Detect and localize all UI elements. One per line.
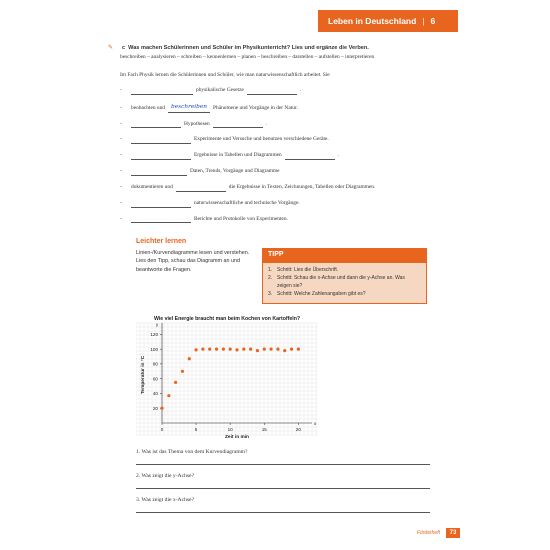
- question-list: [136, 449, 430, 519]
- y-tick-label: 120: [150, 331, 158, 337]
- data-point: [194, 348, 197, 351]
- gap-item: [120, 121, 440, 129]
- question-3: [136, 497, 430, 513]
- gap-text-after: Experimente und Versuche und benutzen verschiedene Geräte.: [194, 136, 329, 143]
- gap-text-before: dokumentieren und: [131, 183, 173, 190]
- blank-field[interactable]: [131, 89, 193, 95]
- y-tick-label: 40: [152, 391, 158, 397]
- gap-item: [120, 216, 440, 224]
- x-tick-label: 20: [295, 427, 301, 432]
- gap-tail: .: [299, 87, 302, 94]
- blank-field[interactable]: [247, 89, 297, 95]
- gap-text-before: beobachten und: [131, 104, 165, 111]
- question-text: 1. Was ist das Thema von dem Kurvendiagramm?: [136, 449, 248, 455]
- question-text: 3. Was zeigt die x-Achse?: [136, 497, 195, 503]
- gap-item: [120, 103, 440, 112]
- gap-text-after: Phänomene und Vorgänge in der Natur.: [213, 104, 298, 111]
- x-tick-label: 0: [160, 427, 164, 432]
- y-axis-label: Temperatur in °C: [141, 355, 146, 395]
- gap-text-after: Hypothesen: [184, 120, 210, 127]
- data-point: [181, 370, 184, 373]
- list-dash: -: [120, 168, 122, 175]
- data-point: [249, 348, 252, 351]
- data-point: [188, 357, 191, 360]
- list-dash: -: [120, 199, 122, 206]
- chapter-title: Leben in Deutschland: [328, 16, 417, 26]
- answer-line[interactable]: [136, 455, 430, 465]
- list-dash: -: [120, 120, 122, 127]
- question-text: 2. Was zeigt die y-Achse?: [136, 473, 195, 479]
- list-dash: -: [120, 104, 122, 111]
- data-point: [235, 348, 238, 351]
- tipp-steps: [263, 263, 426, 301]
- gap-tail: .: [337, 152, 340, 159]
- y-tick-label: 100: [150, 346, 158, 352]
- section-title: Leichter lernen: [136, 238, 187, 245]
- exercise-c: [108, 44, 440, 223]
- data-point: [174, 381, 177, 384]
- blank-field[interactable]: [285, 154, 335, 160]
- question-1: [136, 449, 430, 465]
- data-point: [208, 348, 211, 351]
- blank-field[interactable]: [213, 122, 263, 128]
- chart-svg: [136, 311, 318, 443]
- chart-title: Wie viel Energie braucht man beim Kochen von Kartoffeln?: [153, 316, 301, 322]
- section-text: Linien-/Kurvendiagramme lesen und verstehen. Lies den Tipp, schau das Diagramm an und beantworte die Fragen.: [136, 250, 250, 273]
- blank-field[interactable]: [131, 202, 191, 208]
- temperature-chart: [136, 311, 318, 443]
- gap-text-after: Berichte und Protokolle von Experimenten.: [194, 215, 288, 222]
- question-2: [136, 473, 430, 489]
- gap-item: [120, 136, 440, 144]
- answer-line[interactable]: [136, 503, 430, 513]
- list-dash: -: [120, 136, 122, 143]
- y-tick-label: 80: [152, 361, 158, 367]
- blank-field[interactable]: [131, 154, 191, 160]
- data-point: [215, 348, 218, 351]
- gap-item: [120, 200, 440, 208]
- tipp-box: [262, 248, 427, 304]
- data-point: [256, 349, 259, 352]
- data-point: [222, 348, 225, 351]
- verb-list: beschreiben – analysieren – schreiben – kennenlernen – planen – beschreiben – darstellen – aufstellen – interpretieren: [120, 53, 375, 60]
- gap-text-after: die Ergebnisse in Texten, Zeichnungen, Tabellen oder Diagrammen.: [228, 183, 376, 190]
- gap-text-after: Daten, Trends, Vorgänge und Diagramme: [190, 168, 280, 175]
- blank-field[interactable]: [176, 186, 226, 192]
- blank-field[interactable]: [131, 217, 191, 223]
- blank-field[interactable]: [131, 138, 191, 144]
- data-point: [160, 407, 163, 410]
- list-dash: -: [120, 215, 122, 222]
- task-letter: c: [122, 45, 126, 51]
- data-point: [276, 348, 279, 351]
- x-axis-label: Zeit in min: [225, 435, 249, 440]
- list-dash: -: [120, 87, 122, 94]
- page-footer: [417, 528, 460, 538]
- task-title: Was machen Schülerinnen und Schüler im Physikunterricht? Lies und ergänze die Verben.: [128, 45, 369, 51]
- gap-text-after: naturwissenschaftliche und technische Vorgänge.: [194, 199, 300, 206]
- gap-item: [120, 152, 440, 160]
- data-point: [201, 348, 204, 351]
- data-point: [269, 348, 272, 351]
- y-tick-label: 20: [152, 405, 158, 411]
- data-point: [242, 348, 245, 351]
- x-tick-label: 10: [227, 427, 233, 432]
- list-dash: -: [120, 183, 122, 190]
- tipp-step: 3. Schritt: Welche Zahlenangaben gibt es?: [268, 291, 366, 297]
- gap-text-after: Ergebnisse in Tabellen und Diagrammen: [194, 152, 282, 159]
- data-point: [290, 348, 293, 351]
- header-separator: |: [422, 16, 425, 26]
- handwritten-answer[interactable]: beschreiben: [168, 103, 210, 112]
- pencil-icon: ✎: [108, 45, 114, 51]
- data-point: [263, 348, 266, 351]
- gap-item: [120, 184, 440, 192]
- chapter-header: [318, 10, 458, 32]
- footer-label: Förderheft: [416, 530, 440, 536]
- blank-field[interactable]: [131, 170, 187, 176]
- x-axis-letter: x: [314, 421, 317, 426]
- gap-tail: .: [265, 120, 268, 127]
- gap-item: [120, 87, 440, 95]
- x-tick-label: 5: [194, 427, 198, 432]
- tipp-step: 2. Schritt: Schau die x-Achse und dann die y-Achse an. Was zeigen sie?: [268, 275, 405, 289]
- tipp-title: TIPP: [263, 249, 426, 263]
- blank-field[interactable]: [131, 122, 181, 128]
- y-axis-letter: y: [156, 322, 159, 327]
- gap-item: [120, 168, 440, 176]
- tipp-step: 1. Schritt: Lies die Überschrift.: [268, 267, 339, 273]
- data-point: [229, 348, 232, 351]
- data-point: [283, 349, 286, 352]
- task-heading: [108, 44, 440, 53]
- gap-fill-list: [120, 87, 440, 223]
- list-dash: -: [120, 152, 122, 159]
- intro-text: Im Fach Physik lernen die Schülerinnen und Schüler, wie man naturwissenschaftlich arbeitet. Sie: [120, 71, 330, 78]
- page-number: 73: [446, 528, 460, 538]
- data-point: [297, 348, 300, 351]
- answer-line[interactable]: [136, 479, 430, 489]
- y-tick-label: 60: [152, 376, 158, 382]
- x-tick-label: 15: [261, 427, 267, 432]
- gap-text-after: physikalische Gesetze: [196, 87, 244, 94]
- chapter-number: 6: [430, 16, 436, 26]
- data-point: [167, 394, 170, 397]
